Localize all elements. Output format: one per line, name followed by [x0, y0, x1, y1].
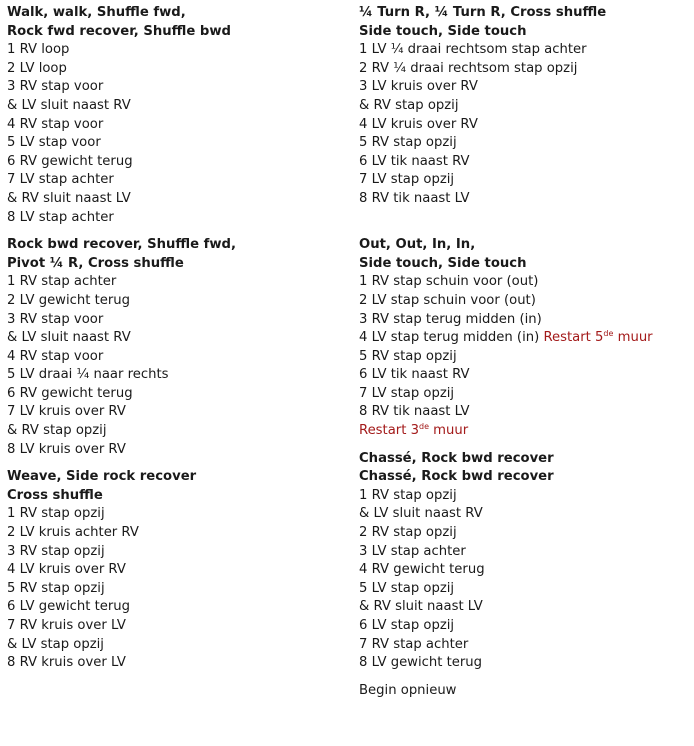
section-title: ¼ Turn R, ¼ Turn R, Cross shuffle	[359, 5, 607, 20]
restart-note: Restart 5de muur	[543, 329, 653, 346]
step-line: 1 LV ¼ draai rechtsom stap achter	[359, 42, 587, 58]
step-line: 3 RV stap voor	[7, 311, 104, 327]
step-line: 1 RV stap opzij	[7, 506, 105, 522]
step-line: 6 LV tik naast RV	[359, 367, 470, 383]
step-line: 3 LV stap achter	[359, 543, 466, 559]
step-line: 7 RV stap achter	[359, 636, 469, 652]
step-line: 1 RV stap opzij	[359, 487, 457, 503]
step-line: 2 LV loop	[7, 60, 67, 76]
step-line: 1 RV loop	[7, 42, 70, 58]
step-line: 4 LV kruis over RV	[7, 562, 126, 578]
step-text: 4 LV stap terug midden (in)	[359, 330, 540, 346]
step-line: 5 RV stap opzij	[7, 580, 105, 596]
step-line: 6 RV gewicht terug	[7, 153, 133, 169]
section-title: Pivot ¼ R, Cross shuffle	[7, 255, 184, 271]
step-line: 4 LV kruis over RV	[359, 116, 478, 132]
step-line: 7 RV kruis over LV	[7, 618, 126, 633]
restart-note: Restart 3de muur	[359, 422, 469, 439]
step-line: 1 RV stap schuin voor (out)	[359, 274, 539, 290]
step-line: 7 LV kruis over RV	[7, 404, 126, 420]
section-weave	[7, 468, 347, 673]
section-title: Side touch, Side touch	[359, 255, 527, 271]
step-line: 3 LV kruis over RV	[359, 79, 478, 95]
right-column	[359, 4, 693, 700]
section-title: Side touch, Side touch	[359, 23, 527, 39]
step-line: 8 LV kruis over RV	[7, 441, 126, 457]
step-line: 1 RV stap achter	[7, 274, 117, 290]
section-title: Rock bwd recover, Shuffle fwd,	[7, 237, 236, 253]
step-line: & RV sluit naast LV	[359, 599, 483, 615]
step-line: & LV stap opzij	[7, 636, 104, 652]
section-out-in	[359, 236, 693, 441]
step-line: 3 RV stap opzij	[7, 543, 105, 559]
step-line: 7 LV stap opzij	[359, 172, 455, 188]
step-line: 7 LV stap achter	[7, 172, 114, 188]
step-line: & RV stap opzij	[7, 423, 107, 439]
step-line: 2 LV stap schuin voor (out)	[359, 292, 536, 308]
step-line: 4 RV gewicht terug	[359, 562, 485, 578]
footer-note: Begin opnieuw	[359, 682, 457, 698]
step-line: 8 RV tik naast LV	[359, 404, 470, 420]
step-line: 6 LV gewicht terug	[7, 599, 131, 615]
step-line: & LV sluit naast RV	[7, 330, 131, 346]
step-line: & LV sluit naast RV	[7, 97, 131, 113]
step-line: 3 RV stap terug midden (in)	[359, 311, 542, 327]
section-quarter-turn	[359, 4, 693, 227]
section-walk-walk	[7, 4, 347, 227]
step-line: 4 RV stap voor	[7, 348, 104, 364]
section-title: Cross shuffle	[7, 487, 103, 503]
step-line: 5 LV stap voor	[7, 135, 101, 151]
step-line: 6 LV tik naast RV	[359, 153, 470, 169]
left-column	[7, 4, 347, 673]
step-line: & LV sluit naast RV	[359, 506, 483, 522]
step-line: 2 RV ¼ draai rechtsom stap opzij	[359, 60, 578, 76]
step-line: 8 LV stap achter	[7, 209, 114, 225]
step-line-with-restart	[359, 329, 693, 348]
step-line: 8 LV gewicht terug	[359, 655, 483, 671]
step-line: 5 RV stap opzij	[359, 348, 457, 364]
step-line: 8 RV tik naast LV	[359, 190, 470, 206]
step-line: 6 LV stap opzij	[359, 618, 455, 633]
step-line: 5 LV stap opzij	[359, 580, 455, 596]
step-line: & RV sluit naast LV	[7, 190, 131, 206]
step-line: 5 LV draai ¼ naar rechts	[7, 367, 169, 383]
section-title: Rock fwd recover, Shuffle bwd	[7, 23, 231, 39]
step-line: 8 RV kruis over LV	[7, 655, 126, 671]
step-line: 5 RV stap opzij	[359, 135, 457, 151]
step-line: 6 RV gewicht terug	[7, 385, 133, 401]
step-line: 4 RV stap voor	[7, 116, 104, 132]
step-line: 2 LV kruis achter RV	[7, 525, 139, 541]
section-title: Chassé, Rock bwd recover	[359, 469, 554, 485]
section-title: Weave, Side rock recover	[7, 469, 197, 485]
section-rock-bwd	[7, 236, 347, 459]
section-title: Walk, walk, Shuffle fwd,	[7, 5, 186, 20]
section-title: Chassé, Rock bwd recover	[359, 450, 554, 466]
section-chasse	[359, 450, 693, 701]
step-line: 2 RV stap opzij	[359, 525, 457, 541]
section-title: Out, Out, In, In,	[359, 237, 476, 253]
step-line: 2 LV gewicht terug	[7, 292, 131, 308]
step-line: 3 RV stap voor	[7, 79, 104, 95]
step-line: 7 LV stap opzij	[359, 385, 455, 401]
step-line: & RV stap opzij	[359, 97, 459, 113]
